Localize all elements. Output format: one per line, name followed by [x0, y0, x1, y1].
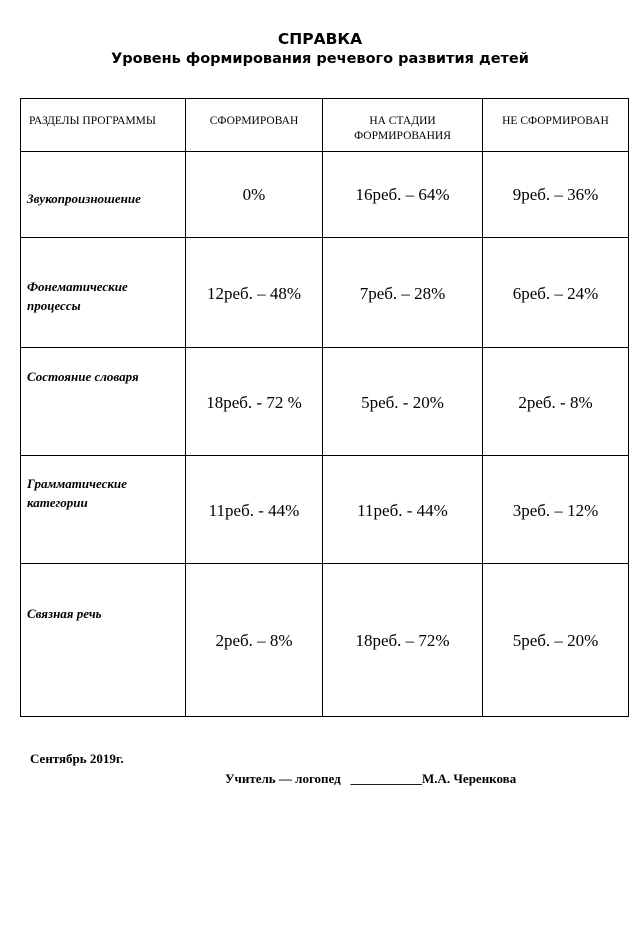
row-label-cell [21, 238, 186, 348]
not-formed-value: 2реб. - 8% [518, 393, 593, 412]
table-row [21, 238, 629, 348]
row-label-cell [21, 348, 186, 456]
header-cell-not-formed [483, 99, 629, 152]
forming-value: 11реб. - 44% [357, 501, 448, 520]
table-row [21, 564, 629, 717]
table-row [21, 456, 629, 564]
header-not-formed: НЕ СФОРМИРОВАН [502, 115, 609, 127]
forming-value: 16реб. – 64% [355, 185, 450, 204]
value-cell [186, 238, 323, 348]
forming-value: 18реб. – 72% [355, 631, 450, 650]
row-label: Звукопроизношение [27, 191, 141, 206]
value-cell [186, 456, 323, 564]
not-formed-value: 3реб. – 12% [512, 501, 599, 520]
formed-value: 11реб. - 44% [208, 501, 300, 520]
header-sections: РАЗДЕЛЫ ПРОГРАММЫ [29, 115, 156, 127]
value-cell [323, 238, 483, 348]
value-cell [186, 152, 323, 238]
header-cell-formed [186, 99, 323, 152]
header-forming: НА СТАДИИ ФОРМИРОВАНИЯ [354, 115, 451, 142]
value-cell [483, 564, 629, 717]
forming-value: 7реб. – 28% [359, 284, 446, 303]
row-label: Фонематические процессы [27, 279, 128, 313]
not-formed-value: 9реб. – 36% [512, 185, 599, 204]
formed-value: 12реб. – 48% [206, 284, 302, 303]
value-cell [323, 456, 483, 564]
row-label-cell [21, 456, 186, 564]
row-label-cell [21, 152, 186, 238]
value-cell [483, 152, 629, 238]
value-cell [186, 564, 323, 717]
formed-value: 2реб. – 8% [215, 631, 293, 650]
header-cell-forming [323, 99, 483, 152]
table-header-row [21, 99, 629, 152]
row-label-cell [21, 564, 186, 717]
document-subtitle: Уровень формирования речевого развития детей [111, 51, 529, 67]
table-row [21, 348, 629, 456]
forming-value: 5реб. - 20% [361, 393, 444, 412]
value-cell [186, 348, 323, 456]
formed-value: 18реб. - 72 % [206, 393, 302, 412]
row-label: Связная речь [27, 606, 102, 621]
value-cell [483, 238, 629, 348]
header-cell-sections [21, 99, 186, 152]
value-cell [323, 348, 483, 456]
value-cell [323, 564, 483, 717]
formed-value: 0% [242, 185, 266, 204]
document-title: СПРАВКА [277, 30, 363, 48]
row-label: Состояние словаря [27, 369, 139, 384]
table-row [21, 152, 629, 238]
row-label: Грамматические категории [27, 476, 127, 510]
signature-line: Учитель — логопед ___________М.А. Черенкова [225, 771, 517, 786]
value-cell [483, 456, 629, 564]
not-formed-value: 5реб. – 20% [512, 631, 599, 650]
speech-development-table [20, 98, 629, 717]
value-cell [483, 348, 629, 456]
value-cell [323, 152, 483, 238]
not-formed-value: 6реб. – 24% [512, 284, 599, 303]
header-formed: СФОРМИРОВАН [209, 115, 299, 127]
report-date: Сентябрь 2019г. [30, 751, 124, 766]
